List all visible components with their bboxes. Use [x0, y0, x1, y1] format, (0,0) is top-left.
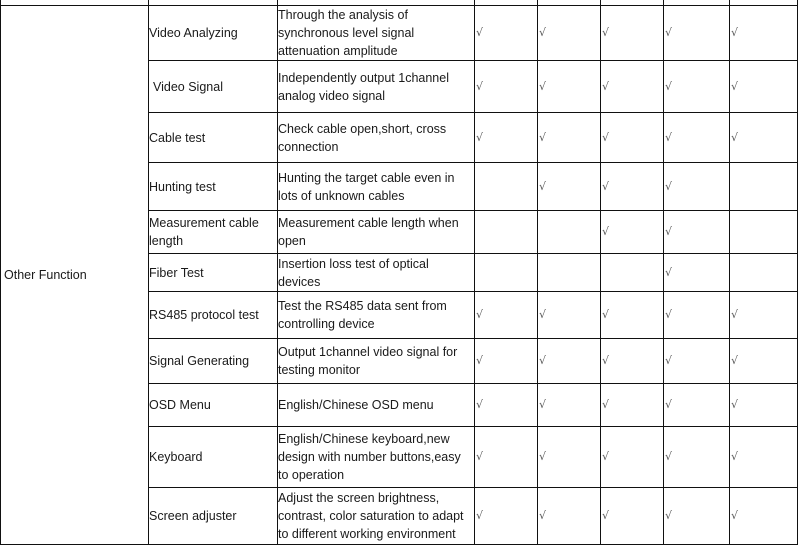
- function-name-cell: Hunting test: [149, 163, 278, 211]
- check-mark-cell: √: [730, 292, 798, 339]
- check-mark-cell: √: [730, 61, 798, 113]
- function-name-cell: RS485 protocol test: [149, 292, 278, 339]
- check-mark-cell: √: [601, 292, 664, 339]
- function-name-cell: Video Analyzing: [149, 6, 278, 61]
- check-mark-cell: √: [601, 427, 664, 488]
- empty-check-cell: [601, 254, 664, 292]
- function-description-cell: Insertion loss test of optical devices: [278, 254, 475, 292]
- function-name-cell: Signal Generating: [149, 339, 278, 384]
- empty-check-cell: [538, 211, 601, 254]
- check-mark-cell: √: [601, 488, 664, 545]
- check-mark-cell: √: [538, 61, 601, 113]
- check-mark-cell: √: [664, 254, 730, 292]
- function-description-cell: Check cable open,short, cross connection: [278, 113, 475, 163]
- check-mark-cell: √: [664, 339, 730, 384]
- check-mark-cell: √: [730, 113, 798, 163]
- empty-check-cell: [730, 254, 798, 292]
- function-name-cell: Fiber Test: [149, 254, 278, 292]
- check-mark-cell: √: [475, 6, 538, 61]
- empty-check-cell: [538, 254, 601, 292]
- check-mark-cell: √: [664, 427, 730, 488]
- function-name-cell: Screen adjuster: [149, 488, 278, 545]
- table-body: [1, 0, 798, 545]
- check-mark-cell: √: [601, 339, 664, 384]
- check-mark-cell: √: [475, 488, 538, 545]
- check-mark-cell: √: [538, 427, 601, 488]
- function-description-cell: Hunting the target cable even in lots of unknown cables: [278, 163, 475, 211]
- check-mark-cell: √: [664, 113, 730, 163]
- check-mark-cell: √: [538, 163, 601, 211]
- check-mark-cell: √: [538, 488, 601, 545]
- check-mark-cell: √: [538, 339, 601, 384]
- empty-check-cell: [730, 211, 798, 254]
- check-mark-cell: √: [664, 384, 730, 427]
- check-mark-cell: √: [601, 113, 664, 163]
- check-mark-cell: √: [730, 427, 798, 488]
- function-description-cell: Independently output 1channel analog video signal: [278, 61, 475, 113]
- check-mark-cell: √: [730, 384, 798, 427]
- check-mark-cell: √: [730, 488, 798, 545]
- function-name-cell: Video Signal: [149, 61, 278, 113]
- function-description-cell: English/Chinese OSD menu: [278, 384, 475, 427]
- empty-check-cell: [730, 163, 798, 211]
- check-mark-cell: √: [664, 211, 730, 254]
- empty-check-cell: [475, 163, 538, 211]
- function-name-cell: Cable test: [149, 113, 278, 163]
- function-name-cell: OSD Menu: [149, 384, 278, 427]
- function-description-cell: Adjust the screen brightness, contrast, color saturation to adapt to different working environment: [278, 488, 475, 545]
- check-mark-cell: √: [601, 6, 664, 61]
- function-description-cell: Through the analysis of synchronous level signal attenuation amplitude: [278, 6, 475, 61]
- empty-check-cell: [475, 211, 538, 254]
- check-mark-cell: √: [475, 427, 538, 488]
- check-mark-cell: √: [538, 384, 601, 427]
- check-mark-cell: √: [664, 61, 730, 113]
- check-mark-cell: √: [664, 6, 730, 61]
- function-description-cell: Test the RS485 data sent from controlling device: [278, 292, 475, 339]
- check-mark-cell: √: [475, 292, 538, 339]
- check-mark-cell: √: [730, 6, 798, 61]
- check-mark-cell: √: [601, 61, 664, 113]
- check-mark-cell: √: [730, 339, 798, 384]
- check-mark-cell: √: [601, 211, 664, 254]
- check-mark-cell: √: [664, 163, 730, 211]
- function-name-cell: Keyboard: [149, 427, 278, 488]
- function-description-cell: English/Chinese keyboard,new design with number buttons,easy to operation: [278, 427, 475, 488]
- check-mark-cell: √: [475, 113, 538, 163]
- empty-check-cell: [475, 254, 538, 292]
- check-mark-cell: √: [538, 6, 601, 61]
- check-mark-cell: √: [475, 61, 538, 113]
- check-mark-cell: √: [475, 339, 538, 384]
- check-mark-cell: √: [664, 292, 730, 339]
- function-name-cell: Measurement cable length: [149, 211, 278, 254]
- function-description-cell: Output 1channel video signal for testing monitor: [278, 339, 475, 384]
- check-mark-cell: √: [664, 488, 730, 545]
- check-mark-cell: √: [601, 384, 664, 427]
- table-row: [1, 6, 798, 61]
- category-cell: Other Function: [1, 6, 149, 545]
- check-mark-cell: √: [538, 292, 601, 339]
- check-mark-cell: √: [538, 113, 601, 163]
- check-mark-cell: √: [475, 384, 538, 427]
- function-description-cell: Measurement cable length when open: [278, 211, 475, 254]
- check-mark-cell: √: [601, 163, 664, 211]
